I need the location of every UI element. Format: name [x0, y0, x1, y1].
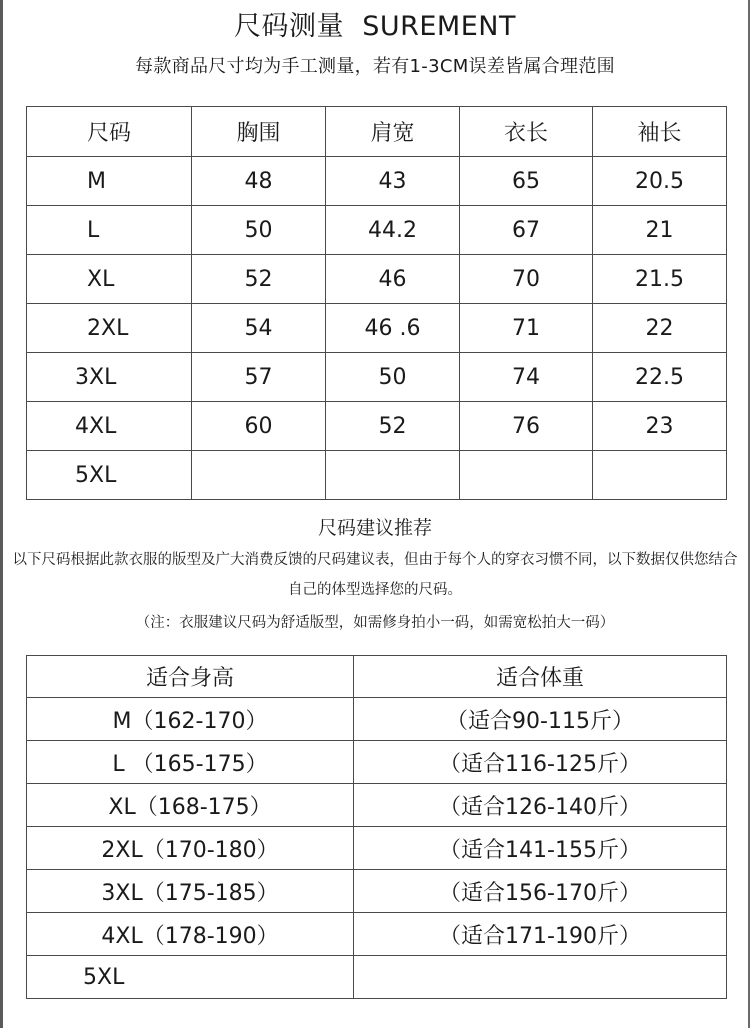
cell-sleeve: 21 [593, 206, 727, 255]
fit-table [26, 655, 727, 999]
cell-length: 76 [460, 402, 593, 451]
cell-weight: （适合126-140斤） [354, 784, 727, 827]
cell-shoulder [326, 451, 460, 500]
cell-shoulder: 43 [326, 157, 460, 206]
table-row [27, 206, 727, 255]
table-row [27, 741, 727, 784]
cell-size: L [27, 206, 192, 255]
recommend-title: 尺码建议推荐 [317, 517, 432, 539]
cell-size: 4XL [27, 402, 192, 451]
header-chest: 胸围 [192, 107, 326, 157]
cell-weight: （适合171-190斤） [354, 913, 727, 956]
table-row [27, 402, 727, 451]
cell-length: 70 [460, 255, 593, 304]
cell-chest: 52 [192, 255, 326, 304]
cell-length: 74 [460, 353, 593, 402]
cell-chest: 48 [192, 157, 326, 206]
cell-weight [354, 956, 727, 999]
cell-size: 5XL [27, 451, 192, 500]
table-row [27, 956, 727, 999]
cell-size: 3XL [27, 353, 192, 402]
cell-height: 4XL（178-190） [27, 913, 354, 956]
cell-height: 3XL（175-185） [27, 870, 354, 913]
cell-length: 65 [460, 157, 593, 206]
measurement-table [26, 106, 727, 500]
page-subtitle: 每款商品尺寸均为手工测量，若有1-3CM误差皆属合理范围 [135, 56, 615, 77]
table-row [27, 255, 727, 304]
cell-weight: （适合156-170斤） [354, 870, 727, 913]
cell-sleeve: 21.5 [593, 255, 727, 304]
cell-length: 67 [460, 206, 593, 255]
cell-length [460, 451, 593, 500]
cell-shoulder: 46 .6 [326, 304, 460, 353]
cell-height: M（162-170） [27, 698, 354, 741]
recommend-note: （注：衣服建议尺码为舒适版型，如需修身拍小一码，如需宽松拍大一码） [135, 615, 615, 631]
table-row [27, 913, 727, 956]
cell-size: M [27, 157, 192, 206]
header-length: 衣长 [460, 107, 593, 157]
cell-chest: 54 [192, 304, 326, 353]
cell-shoulder: 46 [326, 255, 460, 304]
cell-weight: （适合116-125斤） [354, 741, 727, 784]
header-height: 适合身高 [27, 656, 354, 698]
cell-size: 2XL [27, 304, 192, 353]
cell-chest: 57 [192, 353, 326, 402]
cell-sleeve: 22 [593, 304, 727, 353]
header-weight: 适合体重 [354, 656, 727, 698]
table-row [27, 353, 727, 402]
table-header-row [27, 656, 727, 698]
cell-sleeve: 20.5 [593, 157, 727, 206]
cell-chest [192, 451, 326, 500]
cell-height: 2XL（170-180） [27, 827, 354, 870]
table-header-row [27, 107, 727, 157]
header-sleeve: 袖长 [593, 107, 727, 157]
cell-height: XL（168-175） [27, 784, 354, 827]
table-row [27, 157, 727, 206]
header-size: 尺码 [27, 107, 192, 157]
cell-weight: （适合141-155斤） [354, 827, 727, 870]
cell-height: 5XL [27, 956, 354, 999]
table-row [27, 870, 727, 913]
cell-shoulder: 52 [326, 402, 460, 451]
page-title: 尺码测量 SUREMENT [234, 11, 516, 42]
recommend-description: 以下尺码根据此款衣服的版型及广大消费反馈的尺码建议表，但由于每个人的穿衣习惯不同，以下数据仅供您结合自己的体型选择您的尺码。 [12, 552, 738, 598]
cell-chest: 50 [192, 206, 326, 255]
cell-size: XL [27, 255, 192, 304]
cell-shoulder: 44.2 [326, 206, 460, 255]
cell-sleeve: 22.5 [593, 353, 727, 402]
cell-weight: （适合90-115斤） [354, 698, 727, 741]
header-shoulder: 肩宽 [326, 107, 460, 157]
cell-length: 71 [460, 304, 593, 353]
cell-chest: 60 [192, 402, 326, 451]
cell-sleeve: 23 [593, 402, 727, 451]
cell-shoulder: 50 [326, 353, 460, 402]
table-row [27, 827, 727, 870]
table-row [27, 304, 727, 353]
table-row [27, 784, 727, 827]
table-row [27, 698, 727, 741]
cell-sleeve [593, 451, 727, 500]
cell-height: L （165-175） [27, 741, 354, 784]
table-row [27, 451, 727, 500]
